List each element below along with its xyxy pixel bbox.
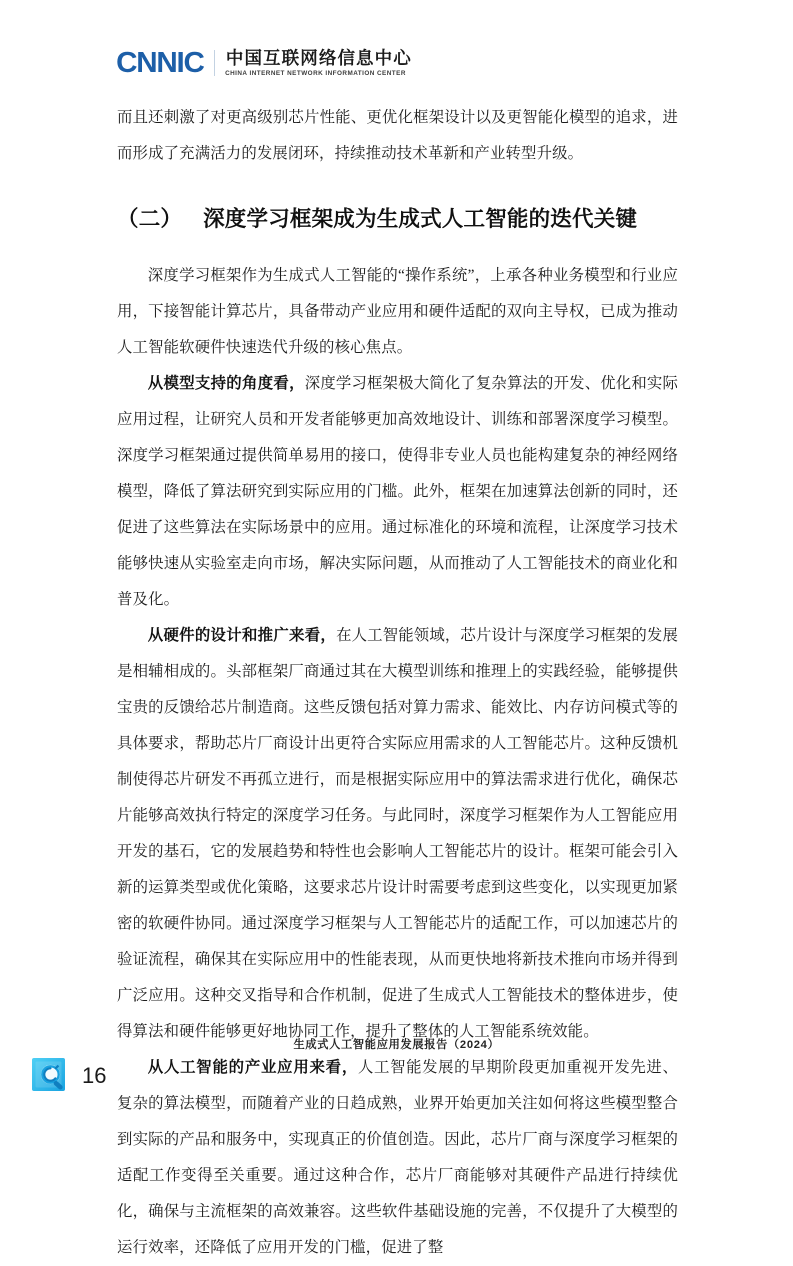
logo-text-english: CHINA INTERNET NETWORK INFORMATION CENTER: [224, 69, 406, 77]
logo-text-block: [226, 49, 412, 78]
section-heading-title: 深度学习框架成为生成式人工智能的迭代关键: [203, 207, 638, 231]
page-number: 16: [82, 1063, 107, 1088]
paragraph-lead-in: 从硬件的设计和推广来看，: [147, 627, 337, 645]
section-heading: [117, 205, 678, 234]
paragraph-lead-in: 从人工智能的产业应用来看，: [147, 1059, 359, 1077]
document-body: [117, 100, 678, 1266]
document-header: [117, 40, 677, 86]
magnifier-badge-icon: [30, 1056, 72, 1098]
spacer: [117, 172, 678, 205]
logo-divider: [214, 50, 215, 76]
cnnic-logo-mark: CNNIC: [116, 46, 204, 79]
footer-page-marker: [30, 1056, 106, 1098]
paragraph-text: 在人工智能领域，芯片设计与深度学习框架的发展是相辅相成的。头部框架厂商通过其在大模型训练和推理上的实践经验，能够提供宝贵的反馈给芯片制造商。这些反馈包括对算力需求、能效比、内存访问模式等的具体要求，帮助芯片厂商设计出更符合实际应用需求的人工智能芯片。这种反馈机制使得芯片研发不再孤立进行，而是根据实际应用中的算法需求进行优化，确保芯片能够高效执行特定的深度学习任务。与此同时，深度学习框架作为人工智能应用开发的基石，它的发展趋势和特性也会影响人工智能芯片的设计。框架可能会引入新的运算类型或优化策略，这要求芯片设计时需要考虑到这些变化，以实现更加紧密的软硬件协同。通过深度学习框架与人工智能芯片的适配工作，可以加速芯片的验证流程，确保其在实际应用中的性能表现，从而更快地将新技术推向市场并得到广泛应用。这种交叉指导和合作机制，促进了生成式人工智能技术的整体进步，使得算法和硬件能够更好地协同工作，提升了整体的人工智能系统效能。: [117, 627, 678, 1041]
paragraph-model-support: [117, 366, 678, 618]
footer-running-title: 生成式人工智能应用发展报告（2024）: [293, 1039, 500, 1051]
paragraph-continuation: 而且还刺激了对更高级别芯片性能、更优化框架设计以及更智能化模型的追求，进而形成了充满活力的发展闭环，持续推动技术革新和产业转型升级。: [117, 109, 678, 162]
spacer: [117, 234, 678, 258]
paragraph-text: 人工智能发展的早期阶段更加重视开发先进、复杂的算法模型，而随着产业的日趋成熟，业界开始更加关注如何将这些模型整合到实际的产品和服务中，实现真正的价值创造。因此，芯片厂商与深度学习框架的适配工作变得至关重要。通过这种合作，芯片厂商能够对其硬件产品进行持续优化，确保与主流框架的高效兼容。这些软件基础设施的完善，不仅提升了大模型的运行效率，还降低了应用开发的门槛，促进了整: [117, 1059, 678, 1257]
paragraph-intro: 深度学习框架作为生成式人工智能的“操作系统”，上承各种业务模型和行业应用，下接智能计算芯片，具备带动产业应用和硬件适配的双向主导权，已成为推动人工智能软硬件快速迭代升级的核心焦点。: [117, 267, 678, 357]
paragraph-lead-in: 从模型支持的角度看，: [147, 375, 305, 393]
cnnic-logo: [116, 46, 412, 79]
paragraph-industry-application: [117, 1050, 678, 1266]
paragraph-hardware-design: [117, 618, 678, 1050]
logo-text-chinese: 中国互联网络信息中心: [225, 47, 412, 68]
section-heading-number: （二）: [117, 207, 183, 231]
paragraph-text: 深度学习框架极大简化了复杂算法的开发、优化和实际应用过程，让研究人员和开发者能够更加高效地设计、训练和部署深度学习模型。深度学习框架通过提供简单易用的接口，使得非专业人员也能构建复杂的神经网络模型，降低了算法研究到实际应用的门槛。此外，框架在加速算法创新的同时，还促进了这些算法在实际场景中的应用。通过标准化的环境和流程，让深度学习技术能够快速从实验室走向市场，解决实际问题，从而推动了人工智能技术的商业化和普及化。: [117, 375, 678, 609]
